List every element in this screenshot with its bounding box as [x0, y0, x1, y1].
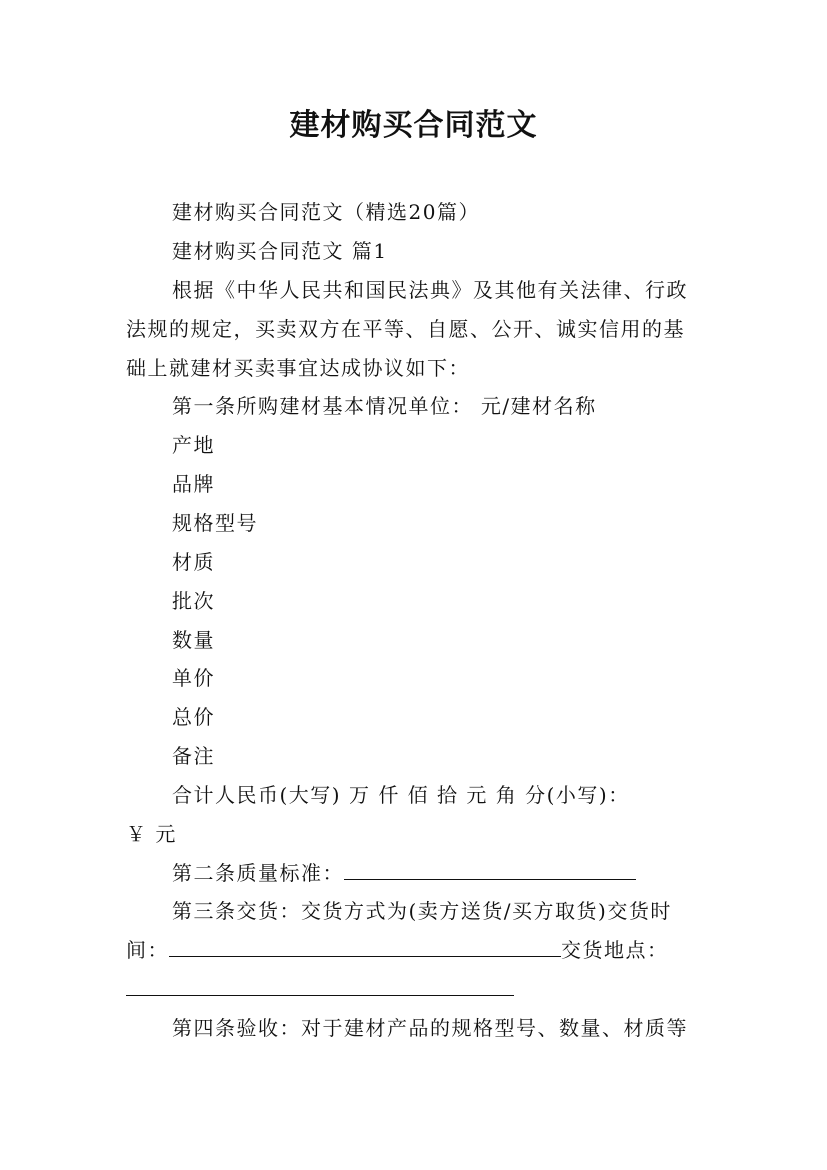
article-1: 第一条所购建材基本情况单位： 元/建材名称 [172, 394, 597, 418]
field-remarks: 备注 [172, 744, 215, 768]
field-unit-price: 单价 [172, 666, 215, 690]
total-line-1: 合计人民币(大写) 万 仟 佰 拾 元 角 分(小写)： [172, 783, 630, 807]
field-brand: 品牌 [172, 472, 215, 496]
document-title: 建材购买合同范文 [289, 108, 538, 143]
article-4: 第四条验收：对于建材产品的规格型号、数量、材质等 [172, 1016, 688, 1040]
article-3-line-2 [126, 937, 669, 963]
delivery-time-label: 间： [126, 938, 169, 962]
article-3-line-3 [126, 976, 514, 1002]
delivery-place-blank [126, 977, 514, 996]
quality-standard-blank [344, 861, 636, 880]
field-quantity: 数量 [172, 628, 215, 652]
total-line-2: ￥ 元 [126, 822, 177, 846]
article-3-line-1: 第三条交货：交货方式为(卖方送货/买方取货)交货时 [172, 899, 672, 923]
intro-line-1: 根据《中华人民共和国民法典》及其他有关法律、行政 [172, 278, 688, 302]
intro-line-3: 础上就建材买卖事宜达成协议如下： [126, 356, 470, 380]
chapter-heading: 建材购买合同范文 篇1 [172, 239, 388, 263]
field-batch: 批次 [172, 589, 215, 613]
delivery-place-label: 交货地点： [561, 938, 669, 962]
article-2-label: 第二条质量标准： [172, 861, 344, 885]
field-origin: 产地 [172, 433, 215, 457]
field-total-price: 总价 [172, 705, 215, 729]
field-material: 材质 [172, 550, 215, 574]
article-2 [172, 860, 636, 886]
intro-line-2: 法规的规定，买卖双方在平等、自愿、公开、诚实信用的基 [126, 317, 685, 341]
field-model: 规格型号 [172, 511, 258, 535]
subtitle: 建材购买合同范文（精选20篇） [172, 200, 480, 224]
delivery-time-blank [169, 938, 561, 957]
